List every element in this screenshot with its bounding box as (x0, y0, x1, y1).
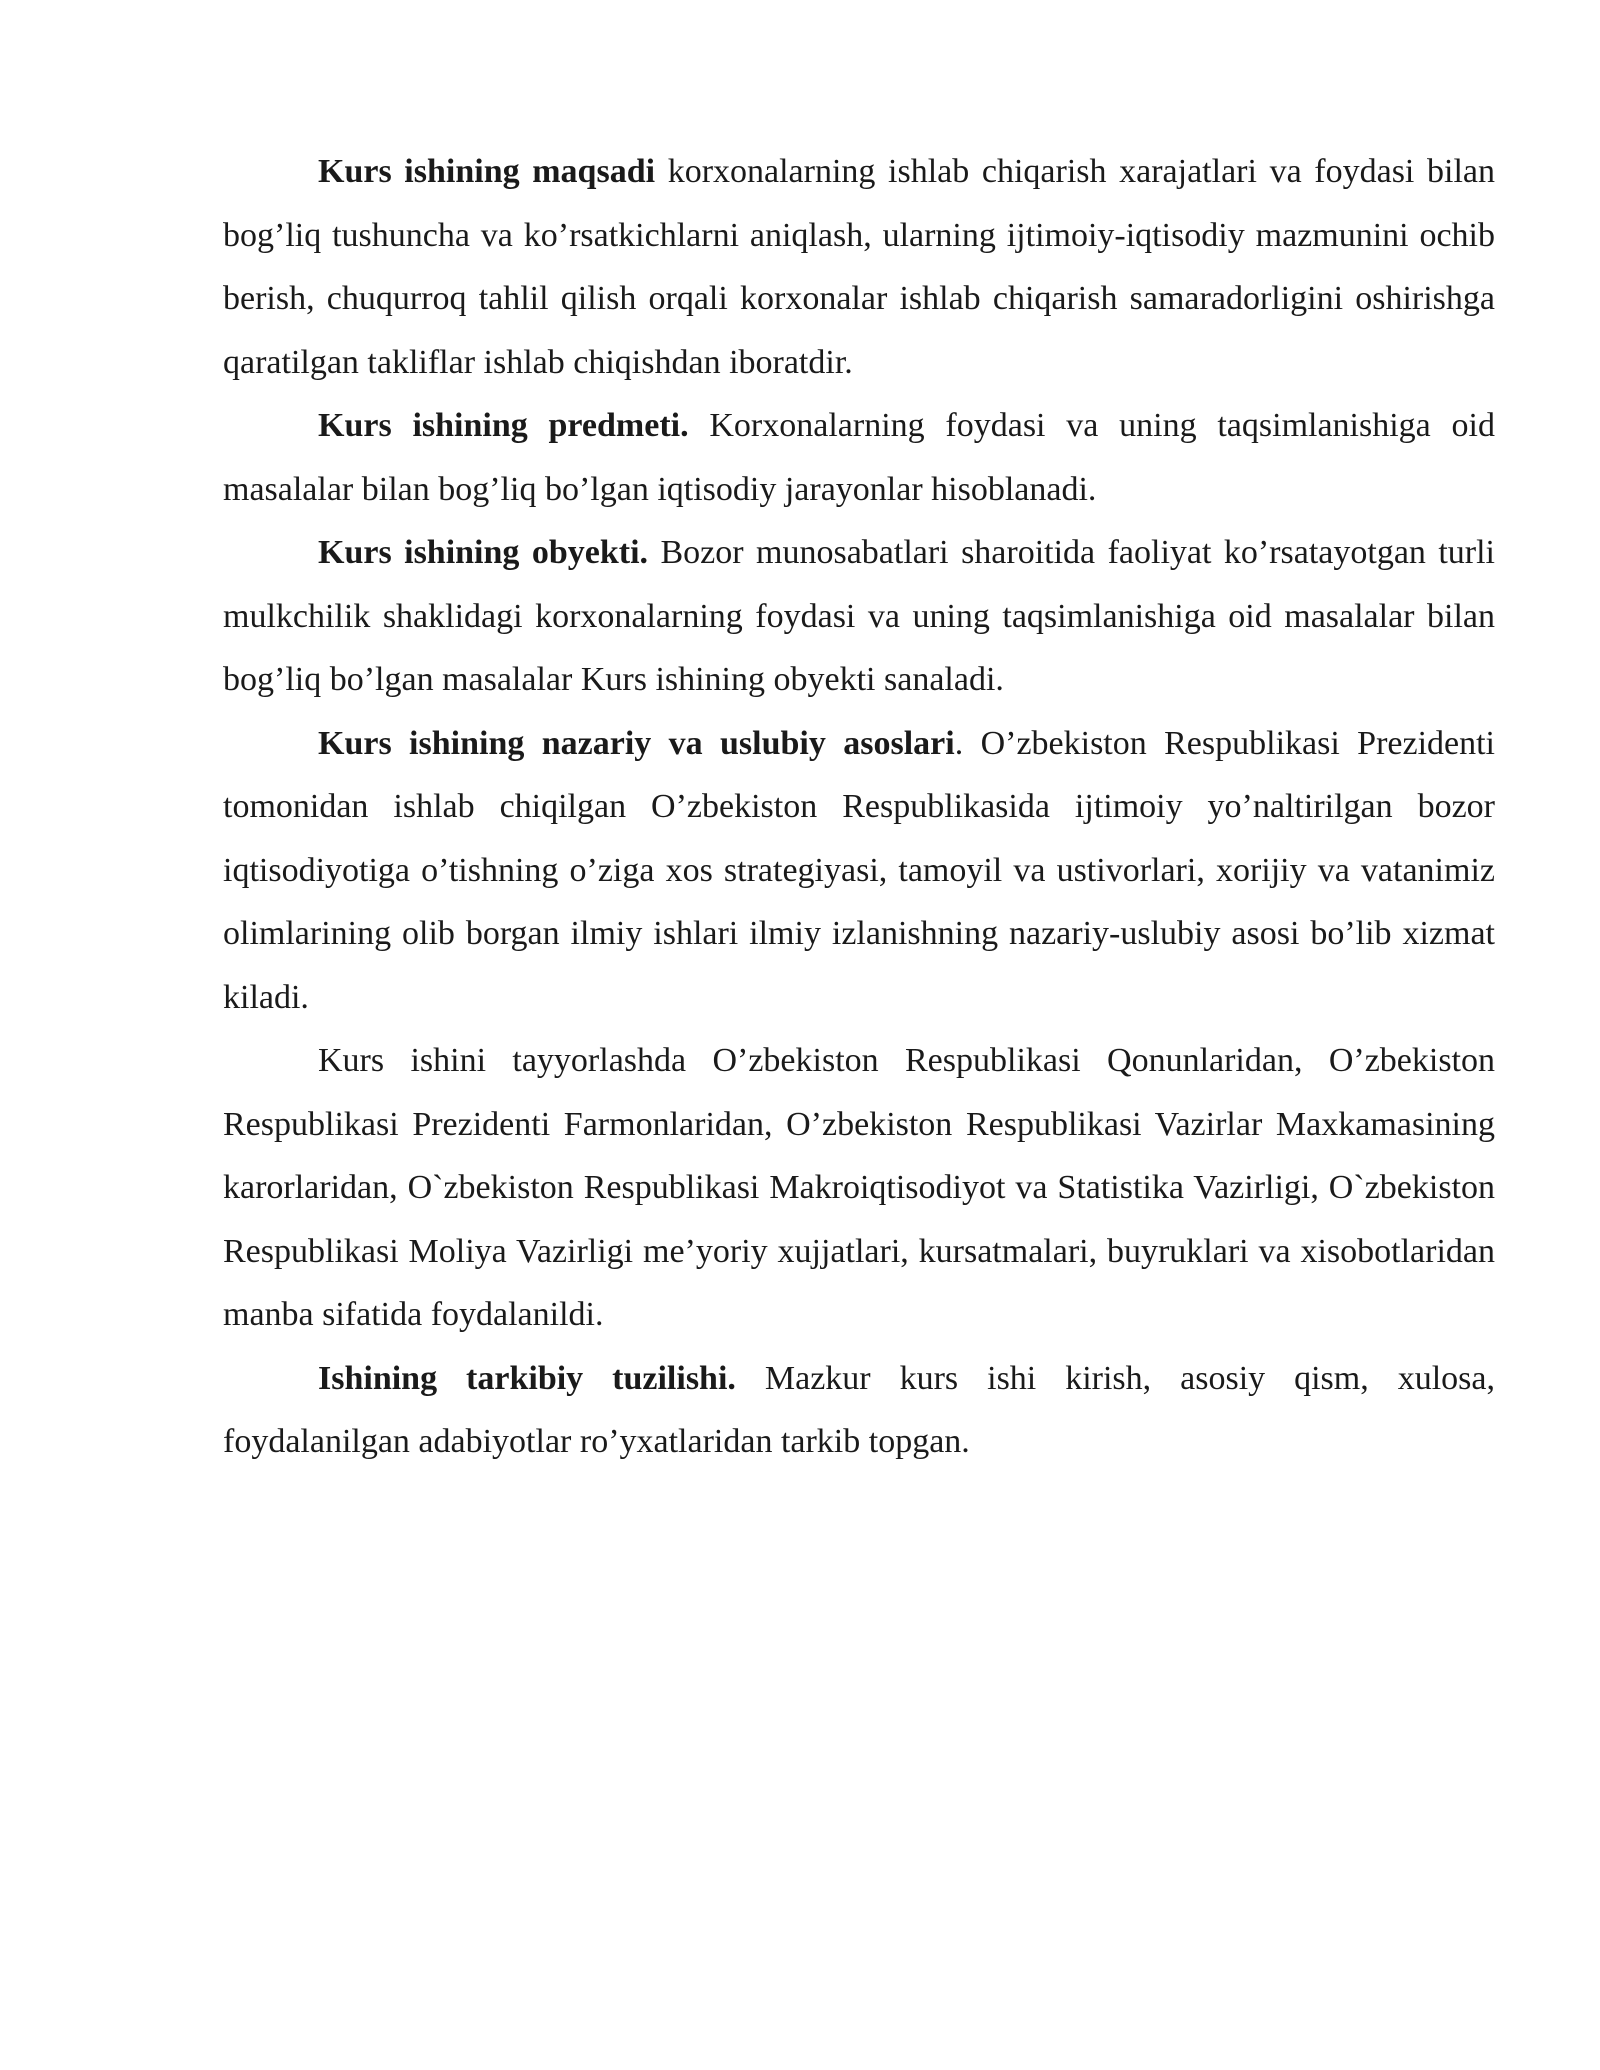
paragraph-text: Korxonalarning foydasi va uning taqsimlanishiga oid masalalar bilan bog’liq bo’lgan iqtisodiy jarayonlar hisoblanadi. (223, 407, 1495, 508)
paragraph-heading: Kurs ishining maqsadi (318, 153, 656, 190)
paragraph-heading: Kurs ishining nazariy va uslubiy asoslari (318, 724, 955, 762)
paragraph-heading: Kurs ishining predmeti. (318, 407, 689, 444)
paragraph-text: Kurs ishini tayyorlashda O’zbekiston Respublikasi Qonunlaridan, O’zbekiston Respublikasi Prezidenti Farmonlaridan, O’zbekiston Respublikasi Vazirlar Maxkamasining karorlaridan, O`zbekiston Respublikasi Makroiqtisodiyot va Statistika Vazirligi, O`zbekiston Respublikasi Moliya Vazirligi me’yoriy xujjatlari, kursatmalari, buyruklari va xisobotlaridan manba sifatida foydalanildi. (223, 1042, 1495, 1333)
paragraph-subject (223, 394, 1495, 521)
document-body (223, 140, 1495, 1474)
paragraph-text: . O’zbekiston Respublikasi Prezidenti tomonidan ishlab chiqilgan O’zbekiston Respublikasida ijtimoiy yo’naltirilgan bozor iqtisodiyotiga o’tishning o’ziga xos strategiyasi, tamoyil va ustivorlari, xorijiy va vatanimiz olimlarining olib borgan ilmiy ishlari ilmiy izlanishning nazariy-uslubiy asosi bo’lib xizmat kiladi. (223, 724, 1495, 1016)
paragraph-heading: Ishining tarkibiy tuzilishi. (318, 1359, 736, 1397)
paragraph-foundations (223, 712, 1495, 1030)
paragraph-text: Bozor munosabatlari sharoitida faoliyat ko’rsatayotgan turli mulkchilik shaklidagi korxonalarning foydasi va uning taqsimlanishiga oid masalalar bilan bog’liq bo’lgan masalalar Kurs ishining obyekti sanaladi. (223, 534, 1496, 698)
paragraph-purpose (223, 140, 1495, 394)
paragraph-heading: Kurs ishining obyekti. (318, 534, 649, 571)
paragraph-text: korxonalarning ishlab chiqarish xarajatlari va foydasi bilan bog’liq tushuncha va ko’rsatkichlarni aniqlash, ularning ijtimoiy-iqtisodiy mazmunini ochib berish, chuqurroq tahlil qilish orqali korxonalar ishlab chiqarish samaradorligini oshirishga qaratilgan takliflar ishlab chiqishdan iboratdir. (223, 153, 1495, 381)
paragraph-structure (223, 1347, 1495, 1474)
paragraph-sources (223, 1029, 1495, 1347)
paragraph-object (223, 521, 1495, 712)
paragraph-text: Mazkur kurs ishi kirish, asosiy qism, xulosa, foydalanilgan adabiyotlar ro’yxatlaridan tarkib topgan. (223, 1359, 1495, 1460)
